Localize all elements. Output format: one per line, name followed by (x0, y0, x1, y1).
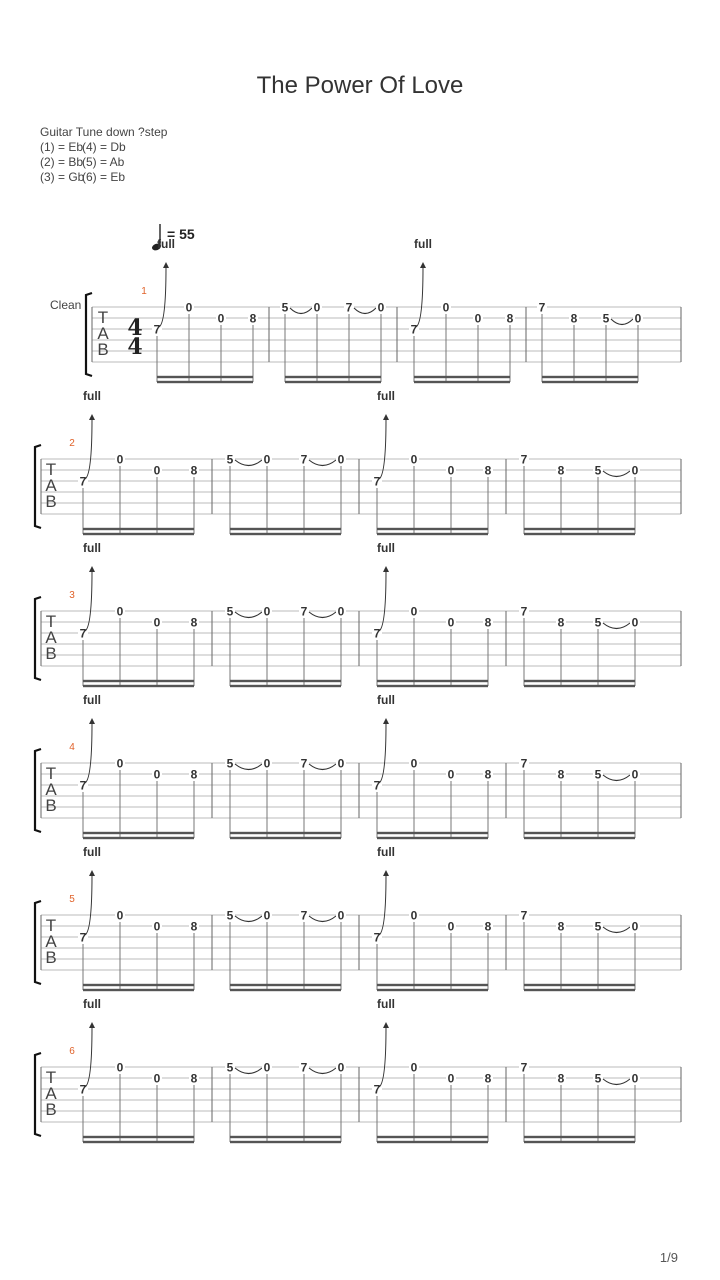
bend-label: full (83, 997, 101, 1011)
fret-number: 8 (484, 919, 492, 934)
tuning-row (40, 170, 167, 185)
fret-number: 7 (520, 756, 528, 771)
tab-system (0, 997, 720, 1147)
beam (83, 837, 194, 839)
tab-clef-letter: B (45, 492, 57, 511)
beam (230, 685, 341, 687)
beam (285, 376, 381, 378)
slur (611, 319, 633, 325)
beam (414, 381, 510, 383)
fret-number: 0 (116, 604, 124, 619)
fret-number: 7 (79, 626, 87, 641)
system-bracket (35, 901, 41, 984)
fret-number: 0 (447, 1071, 455, 1086)
tab-system (0, 389, 720, 539)
fret-number: 0 (116, 452, 124, 467)
fret-number: 7 (373, 778, 381, 793)
slur (290, 308, 312, 314)
tuning-string-4: (4) = Db (82, 140, 126, 154)
tab-clef-letter: T (45, 612, 57, 631)
beam (377, 837, 488, 839)
fret-number: 5 (226, 908, 234, 923)
fret-number: 7 (373, 626, 381, 641)
beam (83, 533, 194, 535)
tab-system (0, 541, 720, 691)
measure-number: 3 (69, 590, 75, 601)
beam (524, 984, 635, 986)
bend-arrow-icon (89, 1022, 95, 1028)
fret-number: 8 (190, 767, 198, 782)
fret-number: 8 (249, 311, 257, 326)
slur (603, 623, 630, 629)
fret-number: 0 (337, 604, 345, 619)
fret-number: 0 (116, 1060, 124, 1075)
fret-number: 0 (337, 908, 345, 923)
beam (230, 1141, 341, 1143)
fret-number: 0 (116, 908, 124, 923)
fret-number: 0 (153, 767, 161, 782)
fret-number: 0 (447, 463, 455, 478)
fret-number: 7 (520, 1060, 528, 1075)
fret-number: 7 (79, 1082, 87, 1097)
tab-clef-letter: T (45, 460, 57, 479)
tab-clef-letter: B (97, 340, 109, 359)
fret-number: 5 (602, 311, 610, 326)
system-bracket (35, 749, 41, 832)
tab-clef-letter: B (45, 644, 57, 663)
fret-number: 8 (484, 615, 492, 630)
beam (377, 1136, 488, 1138)
time-signature-top: 4 (127, 315, 143, 341)
bend-label: full (157, 237, 175, 251)
bend-label: full (377, 541, 395, 555)
fret-number: 0 (634, 311, 642, 326)
bend-label: full (377, 997, 395, 1011)
tab-clef-letter: B (45, 948, 57, 967)
fret-number: 0 (631, 767, 639, 782)
tuning-string-6: (6) = Eb (82, 170, 126, 184)
fret-number: 0 (153, 1071, 161, 1086)
slur (309, 460, 336, 466)
fret-number: 7 (373, 930, 381, 945)
system-bracket (35, 597, 41, 680)
bend-arrow-icon (383, 566, 389, 572)
fret-number: 7 (373, 1082, 381, 1097)
slur (603, 471, 630, 477)
beam (524, 837, 635, 839)
slur (309, 764, 336, 770)
fret-number: 8 (190, 615, 198, 630)
fret-number: 0 (442, 300, 450, 315)
beam (230, 984, 341, 986)
bend-label: full (83, 693, 101, 707)
bend-label: full (83, 845, 101, 859)
tuning-row (40, 155, 167, 170)
bend-arrow-icon (89, 566, 95, 572)
fret-number: 0 (263, 452, 271, 467)
tab-staff-svg (0, 389, 720, 539)
tab-staff-svg (0, 693, 720, 843)
fret-number: 7 (79, 778, 87, 793)
tab-clef-letter: A (45, 476, 57, 495)
fret-number: 0 (410, 452, 418, 467)
slur (603, 775, 630, 781)
tab-clef-letter: T (45, 764, 57, 783)
tuning-heading: Guitar Tune down ?step (40, 125, 168, 139)
fret-number: 0 (410, 604, 418, 619)
system-bracket (35, 1053, 41, 1136)
fret-number: 0 (263, 604, 271, 619)
tab-clef-letter: A (45, 628, 57, 647)
fret-number: 7 (153, 322, 161, 337)
beam (230, 989, 341, 991)
beam (524, 685, 635, 687)
fret-number: 0 (153, 919, 161, 934)
fret-number: 5 (226, 604, 234, 619)
beam (377, 832, 488, 834)
tuning-row (40, 140, 167, 155)
beam (230, 533, 341, 535)
system-bracket (86, 293, 92, 376)
bend-label: full (414, 237, 432, 251)
fret-number: 7 (520, 604, 528, 619)
tab-clef-letter: T (97, 308, 109, 327)
beam (83, 832, 194, 834)
tuning-string-3: (3) = Gb (40, 170, 85, 184)
tab-clef-letter: T (45, 916, 57, 935)
fret-number: 8 (484, 767, 492, 782)
tab-staff-svg (0, 997, 720, 1147)
beam (230, 1136, 341, 1138)
beam (377, 528, 488, 530)
tab-system (0, 845, 720, 995)
beam (157, 381, 253, 383)
measure-number: 2 (69, 438, 75, 449)
tab-system (0, 693, 720, 843)
tab-clef-letter: T (45, 1068, 57, 1087)
fret-number: 0 (116, 756, 124, 771)
beam (524, 1141, 635, 1143)
fret-number: 8 (190, 463, 198, 478)
bend-label: full (377, 389, 395, 403)
slur (235, 612, 262, 618)
slur (309, 916, 336, 922)
bend-arrow-icon (383, 1022, 389, 1028)
slur (603, 927, 630, 933)
slur (235, 460, 262, 466)
beam (524, 528, 635, 530)
bend-arrow-icon (383, 870, 389, 876)
fret-number: 5 (226, 452, 234, 467)
fret-number: 7 (373, 474, 381, 489)
fret-number: 8 (570, 311, 578, 326)
fret-number: 8 (557, 919, 565, 934)
measure-number: 6 (69, 1046, 75, 1057)
beam (230, 832, 341, 834)
beam (377, 989, 488, 991)
fret-number: 8 (506, 311, 514, 326)
fret-number: 0 (410, 908, 418, 923)
tab-clef-letter: A (45, 932, 57, 951)
fret-number: 0 (447, 919, 455, 934)
beam (83, 1136, 194, 1138)
slur (235, 1068, 262, 1074)
fret-number: 0 (337, 756, 345, 771)
fret-number: 0 (185, 300, 193, 315)
beam (83, 989, 194, 991)
beam (524, 680, 635, 682)
beam (377, 1141, 488, 1143)
fret-number: 5 (594, 1071, 602, 1086)
tab-system (0, 237, 720, 387)
fret-number: 0 (377, 300, 385, 315)
bend-label: full (83, 541, 101, 555)
beam (83, 1141, 194, 1143)
fret-number: 0 (263, 756, 271, 771)
beam (542, 381, 638, 383)
fret-number: 0 (631, 615, 639, 630)
fret-number: 5 (594, 767, 602, 782)
tuning-string-1: (1) = Eb (40, 140, 84, 154)
tempo-value: = 55 (167, 226, 195, 242)
beam (285, 381, 381, 383)
measure-number: 4 (69, 742, 75, 753)
beam (377, 685, 488, 687)
page-title: The Power Of Love (256, 72, 464, 99)
tuning-string-2: (2) = Bb (40, 155, 84, 169)
tab-staff-svg (0, 845, 720, 995)
beam (157, 376, 253, 378)
fret-number: 0 (474, 311, 482, 326)
slur (354, 308, 376, 314)
slur (309, 1068, 336, 1074)
fret-number: 5 (281, 300, 289, 315)
time-signature-bottom: 4 (127, 334, 143, 360)
fret-number: 0 (410, 1060, 418, 1075)
slur (603, 1079, 630, 1085)
beam (83, 528, 194, 530)
fret-number: 0 (410, 756, 418, 771)
beam (524, 533, 635, 535)
fret-number: 5 (594, 919, 602, 934)
bend-arrow-icon (89, 718, 95, 724)
fret-number: 0 (337, 452, 345, 467)
fret-number: 0 (217, 311, 225, 326)
beam (230, 528, 341, 530)
beam (377, 680, 488, 682)
fret-number: 7 (300, 604, 308, 619)
beam (377, 984, 488, 986)
fret-number: 7 (79, 930, 87, 945)
bend-arrow-icon (163, 262, 169, 268)
instrument-label: Clean (50, 298, 82, 312)
fret-number: 0 (153, 463, 161, 478)
fret-number: 0 (447, 767, 455, 782)
beam (414, 376, 510, 378)
fret-number: 5 (226, 756, 234, 771)
bend-label: full (377, 845, 395, 859)
fret-number: 8 (190, 1071, 198, 1086)
fret-number: 7 (520, 908, 528, 923)
fret-number: 0 (631, 919, 639, 934)
fret-number: 8 (557, 463, 565, 478)
fret-number: 7 (410, 322, 418, 337)
bend-arrow-icon (383, 414, 389, 420)
fret-number: 8 (557, 615, 565, 630)
fret-number: 5 (594, 463, 602, 478)
slur (235, 764, 262, 770)
tab-clef-letter: A (45, 1084, 57, 1103)
fret-number: 0 (153, 615, 161, 630)
beam (524, 832, 635, 834)
fret-number: 8 (484, 1071, 492, 1086)
beam (542, 376, 638, 378)
page-number: 1/9 (659, 1250, 678, 1265)
beam (83, 685, 194, 687)
tab-staff-svg (0, 541, 720, 691)
slur (309, 612, 336, 618)
slur (235, 916, 262, 922)
fret-number: 8 (557, 767, 565, 782)
fret-number: 0 (263, 1060, 271, 1075)
tuning-string-5: (5) = Ab (82, 155, 125, 169)
fret-number: 0 (263, 908, 271, 923)
fret-number: 8 (557, 1071, 565, 1086)
fret-number: 7 (345, 300, 353, 315)
fret-number: 0 (631, 1071, 639, 1086)
fret-number: 8 (190, 919, 198, 934)
fret-number: 0 (337, 1060, 345, 1075)
tab-clef-letter: A (45, 780, 57, 799)
fret-number: 0 (447, 615, 455, 630)
fret-number: 7 (300, 1060, 308, 1075)
beam (83, 984, 194, 986)
system-bracket (35, 445, 41, 528)
beam (83, 680, 194, 682)
beam (524, 1136, 635, 1138)
fret-number: 7 (520, 452, 528, 467)
fret-number: 0 (631, 463, 639, 478)
tab-clef-letter: B (45, 796, 57, 815)
beam (524, 989, 635, 991)
fret-number: 0 (313, 300, 321, 315)
tuning-info (40, 125, 167, 185)
bend-label: full (83, 389, 101, 403)
bend-arrow-icon (383, 718, 389, 724)
fret-number: 7 (538, 300, 546, 315)
fret-number: 7 (300, 452, 308, 467)
beam (377, 533, 488, 535)
fret-number: 8 (484, 463, 492, 478)
fret-number: 5 (226, 1060, 234, 1075)
fret-number: 7 (79, 474, 87, 489)
beam (230, 837, 341, 839)
tab-staff-svg (0, 237, 720, 387)
bend-label: full (377, 693, 395, 707)
bend-arrow-icon (89, 870, 95, 876)
measure-number: 1 (141, 286, 147, 297)
fret-number: 5 (594, 615, 602, 630)
beam (230, 680, 341, 682)
tab-clef-letter: A (97, 324, 109, 343)
bend-arrow-icon (89, 414, 95, 420)
bend-arrow-icon (420, 262, 426, 268)
fret-number: 7 (300, 908, 308, 923)
fret-number: 7 (300, 756, 308, 771)
tab-clef-letter: B (45, 1100, 57, 1119)
measure-number: 5 (69, 894, 75, 905)
